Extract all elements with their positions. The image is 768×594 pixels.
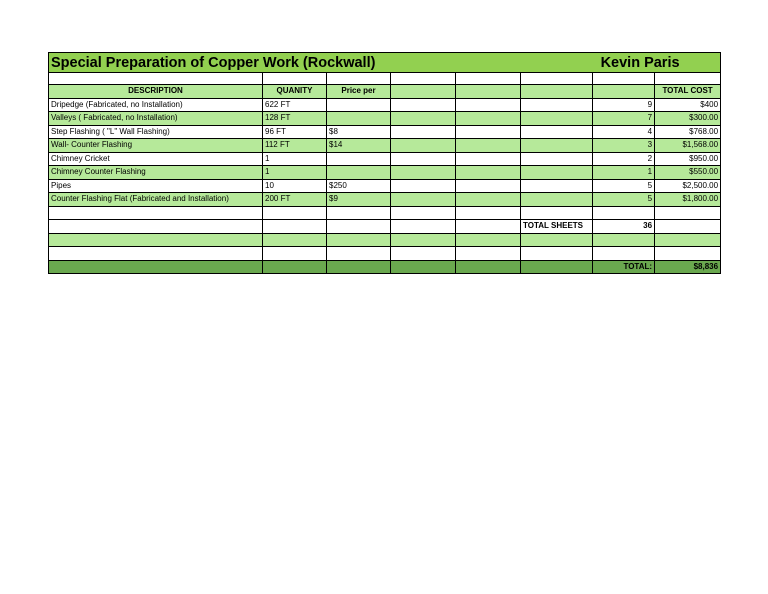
- cell[interactable]: [521, 260, 593, 274]
- cell[interactable]: [456, 139, 521, 153]
- cell[interactable]: [327, 206, 391, 220]
- item-description[interactable]: Step Flashing ( "L" Wall Flashing): [49, 125, 263, 139]
- item-quantity[interactable]: 1: [263, 166, 327, 180]
- cell[interactable]: [391, 193, 456, 207]
- item-sheets[interactable]: 4: [593, 125, 655, 139]
- cell[interactable]: [456, 193, 521, 207]
- header-row: [49, 85, 721, 99]
- sheet-title[interactable]: Special Preparation of Copper Work (Rockwall): [49, 53, 593, 73]
- cell[interactable]: [391, 139, 456, 153]
- cell[interactable]: [456, 233, 521, 247]
- item-quantity[interactable]: 128 FT: [263, 112, 327, 126]
- cell[interactable]: [391, 247, 456, 261]
- item-quantity[interactable]: 200 FT: [263, 193, 327, 207]
- cell[interactable]: [391, 125, 456, 139]
- item-quantity[interactable]: 1: [263, 152, 327, 166]
- cell[interactable]: [391, 260, 456, 274]
- item-total[interactable]: $300.00: [655, 112, 721, 126]
- cell[interactable]: [49, 206, 263, 220]
- estimate-table: [48, 52, 721, 274]
- blank-row: [49, 233, 721, 247]
- table-row: [49, 166, 721, 180]
- item-total[interactable]: $1,800.00: [655, 193, 721, 207]
- item-price[interactable]: $250: [327, 179, 391, 193]
- cell[interactable]: [391, 166, 456, 180]
- item-total[interactable]: $2,500.00: [655, 179, 721, 193]
- item-price[interactable]: [327, 166, 391, 180]
- header-price[interactable]: Price per: [327, 85, 391, 99]
- cell[interactable]: [49, 220, 263, 234]
- total-sheets-label[interactable]: TOTAL SHEETS: [521, 220, 593, 234]
- cell[interactable]: [391, 152, 456, 166]
- cell[interactable]: [593, 233, 655, 247]
- cell[interactable]: [456, 125, 521, 139]
- header-quantity[interactable]: QUANITY: [263, 85, 327, 99]
- cell[interactable]: [263, 247, 327, 261]
- table-row: [49, 193, 721, 207]
- total-sheets-value[interactable]: 36: [593, 220, 655, 234]
- cell[interactable]: [521, 125, 593, 139]
- cell[interactable]: [655, 247, 721, 261]
- cell[interactable]: [456, 166, 521, 180]
- cell[interactable]: [456, 247, 521, 261]
- grand-total-value[interactable]: $8,836: [655, 260, 721, 274]
- cell[interactable]: [521, 166, 593, 180]
- cell[interactable]: [391, 112, 456, 126]
- cell[interactable]: [521, 193, 593, 207]
- item-sheets[interactable]: 7: [593, 112, 655, 126]
- item-description[interactable]: Valleys ( Fabricated, no Installation): [49, 112, 263, 126]
- item-total[interactable]: $1,568.00: [655, 139, 721, 153]
- cell[interactable]: [263, 233, 327, 247]
- item-price[interactable]: $8: [327, 125, 391, 139]
- cell[interactable]: [263, 260, 327, 274]
- blank-row: [49, 247, 721, 261]
- item-description[interactable]: Dripedge (Fabricated, no Installation): [49, 98, 263, 112]
- item-sheets[interactable]: 5: [593, 193, 655, 207]
- cell[interactable]: [456, 152, 521, 166]
- cell[interactable]: [456, 260, 521, 274]
- cell[interactable]: [655, 233, 721, 247]
- cell[interactable]: [521, 73, 593, 85]
- item-total[interactable]: $950.00: [655, 152, 721, 166]
- cell[interactable]: [327, 73, 391, 85]
- cell[interactable]: [263, 220, 327, 234]
- cell[interactable]: [593, 206, 655, 220]
- item-total[interactable]: $550.00: [655, 166, 721, 180]
- cell[interactable]: [456, 179, 521, 193]
- cell[interactable]: [49, 260, 263, 274]
- table-row: [49, 179, 721, 193]
- cell[interactable]: [655, 220, 721, 234]
- cell[interactable]: [49, 73, 263, 85]
- item-sheets[interactable]: 9: [593, 98, 655, 112]
- cell[interactable]: [327, 260, 391, 274]
- cell[interactable]: [327, 247, 391, 261]
- cell[interactable]: [263, 206, 327, 220]
- cell[interactable]: [521, 112, 593, 126]
- cell[interactable]: [456, 98, 521, 112]
- cell[interactable]: [391, 233, 456, 247]
- title-row: [49, 53, 721, 73]
- cell[interactable]: [655, 206, 721, 220]
- cell[interactable]: [521, 179, 593, 193]
- cell[interactable]: [655, 73, 721, 85]
- item-quantity[interactable]: 96 FT: [263, 125, 327, 139]
- cell[interactable]: [49, 247, 263, 261]
- grand-total-row: [49, 260, 721, 274]
- cell[interactable]: [593, 73, 655, 85]
- spreadsheet: [48, 52, 720, 274]
- item-sheets[interactable]: 2: [593, 152, 655, 166]
- item-total[interactable]: $400: [655, 98, 721, 112]
- cell[interactable]: [456, 206, 521, 220]
- cell[interactable]: [521, 233, 593, 247]
- cell[interactable]: [391, 73, 456, 85]
- cell[interactable]: [327, 233, 391, 247]
- cell[interactable]: [327, 220, 391, 234]
- item-price[interactable]: [327, 98, 391, 112]
- item-sheets[interactable]: 1: [593, 166, 655, 180]
- header-description[interactable]: DESCRIPTION: [49, 85, 263, 99]
- cell[interactable]: [456, 73, 521, 85]
- cell[interactable]: [521, 85, 593, 99]
- table-row: [49, 112, 721, 126]
- cell[interactable]: [391, 206, 456, 220]
- blank-row: [49, 73, 721, 85]
- item-price[interactable]: [327, 152, 391, 166]
- item-description[interactable]: Pipes: [49, 179, 263, 193]
- cell[interactable]: [521, 247, 593, 261]
- item-sheets[interactable]: 3: [593, 139, 655, 153]
- item-description[interactable]: Counter Flashing Flat (Fabricated and Installation): [49, 193, 263, 207]
- item-price[interactable]: $9: [327, 193, 391, 207]
- cell[interactable]: [521, 98, 593, 112]
- item-price[interactable]: $14: [327, 139, 391, 153]
- cell[interactable]: [593, 85, 655, 99]
- cell[interactable]: [521, 206, 593, 220]
- item-quantity[interactable]: 10: [263, 179, 327, 193]
- item-description[interactable]: Wall- Counter Flashing: [49, 139, 263, 153]
- item-description[interactable]: Chimney Counter Flashing: [49, 166, 263, 180]
- table-row: [49, 98, 721, 112]
- cell[interactable]: [456, 112, 521, 126]
- contractor-name[interactable]: Kevin Paris: [593, 53, 721, 73]
- cell[interactable]: [263, 73, 327, 85]
- item-quantity[interactable]: 112 FT: [263, 139, 327, 153]
- cell[interactable]: [391, 179, 456, 193]
- table-row: [49, 139, 721, 153]
- item-total[interactable]: $768.00: [655, 125, 721, 139]
- table-row: [49, 152, 721, 166]
- item-sheets[interactable]: 5: [593, 179, 655, 193]
- cell[interactable]: [593, 247, 655, 261]
- item-price[interactable]: [327, 112, 391, 126]
- blank-row: [49, 206, 721, 220]
- cell[interactable]: [521, 139, 593, 153]
- table-row: [49, 125, 721, 139]
- cell[interactable]: [456, 220, 521, 234]
- cell[interactable]: [49, 233, 263, 247]
- item-description[interactable]: Chimney Cricket: [49, 152, 263, 166]
- cell[interactable]: [456, 85, 521, 99]
- cell[interactable]: [391, 220, 456, 234]
- total-sheets-row: [49, 220, 721, 234]
- grand-total-label[interactable]: TOTAL:: [593, 260, 655, 274]
- cell[interactable]: [391, 98, 456, 112]
- item-quantity[interactable]: 622 FT: [263, 98, 327, 112]
- header-total-cost[interactable]: TOTAL COST: [655, 85, 721, 99]
- cell[interactable]: [391, 85, 456, 99]
- cell[interactable]: [521, 152, 593, 166]
